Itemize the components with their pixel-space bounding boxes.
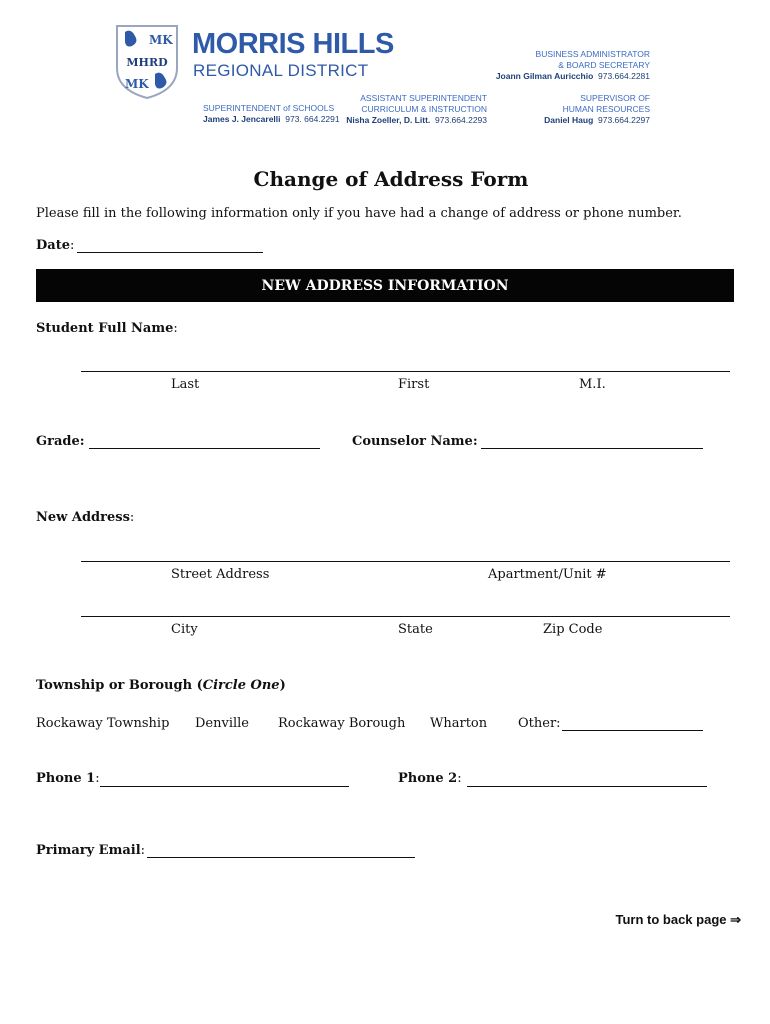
assistant-phone: 973.664.2293 <box>435 115 487 125</box>
counselor-label: Counselor Name: <box>352 434 478 449</box>
option-wharton[interactable]: Wharton <box>430 716 488 731</box>
middle-initial-caption: M.I. <box>579 377 606 392</box>
new-address-label: New Address: <box>36 510 135 525</box>
business-admin-block <box>496 49 650 82</box>
student-name-field[interactable] <box>81 371 730 372</box>
form-title: Change of Address Form <box>253 167 529 191</box>
city-caption: City <box>171 622 198 637</box>
street-address-caption: Street Address <box>171 567 270 582</box>
business-title-1: BUSINESS ADMINISTRATOR <box>535 49 650 59</box>
business-name: Joann Gilman Auricchio <box>495 71 594 81</box>
city-state-zip-field[interactable] <box>81 616 730 617</box>
phone2-label: Phone 2: <box>398 771 462 786</box>
email-label: Primary Email: <box>36 843 146 858</box>
org-subtitle: REGIONAL DISTRICT <box>193 61 369 80</box>
hr-title-1: SUPERVISOR OF <box>580 93 650 103</box>
grade-label: Grade: <box>36 434 85 449</box>
email-field[interactable] <box>147 857 415 858</box>
hr-name: Daniel Haug <box>544 115 594 125</box>
hr-title-2: HUMAN RESOURCES <box>562 104 650 114</box>
crest-monogram-bottom: MK <box>125 77 149 91</box>
business-phone: 973.664.2281 <box>598 71 650 81</box>
state-caption: State <box>398 622 433 637</box>
crest-monogram-top: MK <box>149 33 173 47</box>
hr-phone: 973.664.2297 <box>598 115 650 125</box>
form-intro: Please fill in the following information only if you have had a change of address or phone number. <box>36 206 682 221</box>
superintendent-title: SUPERINTENDENT of SCHOOLS <box>203 103 335 113</box>
turn-page-note: Turn to back page ⇒ <box>615 912 741 927</box>
business-title-2: & BOARD SECRETARY <box>558 60 650 70</box>
assistant-title-2: CURRICULUM & INSTRUCTION <box>361 104 487 114</box>
township-emphasis: Circle One <box>202 678 280 693</box>
option-other[interactable]: Other: <box>518 716 561 731</box>
other-township-field[interactable] <box>562 730 703 731</box>
crest-text: MHRD <box>126 56 168 69</box>
hr-block <box>544 93 650 126</box>
superintendent-phone: 973. 664.2291 <box>285 114 340 124</box>
assistant-superintendent-block <box>346 93 487 126</box>
org-name: MORRIS HILLS <box>192 28 394 60</box>
phone2-field[interactable] <box>467 786 707 787</box>
student-name-label: Student Full Name: <box>36 321 178 336</box>
apartment-caption: Apartment/Unit # <box>488 567 607 582</box>
grade-field[interactable] <box>89 448 320 449</box>
township-label: Township or Borough (Circle One) <box>36 678 286 693</box>
zip-caption: Zip Code <box>543 622 603 637</box>
phone1-label: Phone 1: <box>36 771 100 786</box>
first-name-caption: First <box>398 377 430 392</box>
counselor-field[interactable] <box>481 448 703 449</box>
section-header: NEW ADDRESS INFORMATION <box>36 269 734 302</box>
date-label: Date: <box>36 238 75 253</box>
assistant-name: Nisha Zoeller, D. Litt. <box>346 115 431 125</box>
option-denville[interactable]: Denville <box>195 716 249 731</box>
superintendent-block <box>203 103 340 125</box>
option-rockaway-borough[interactable]: Rockaway Borough <box>278 716 406 731</box>
phone1-field[interactable] <box>100 786 349 787</box>
street-address-field[interactable] <box>81 561 730 562</box>
last-name-caption: Last <box>171 377 200 392</box>
option-rockaway-township[interactable]: Rockaway Township <box>36 716 170 731</box>
district-crest <box>115 24 179 100</box>
date-field[interactable] <box>77 252 263 253</box>
superintendent-name: James J. Jencarelli <box>203 114 281 124</box>
assistant-title-1: ASSISTANT SUPERINTENDENT <box>360 93 487 103</box>
